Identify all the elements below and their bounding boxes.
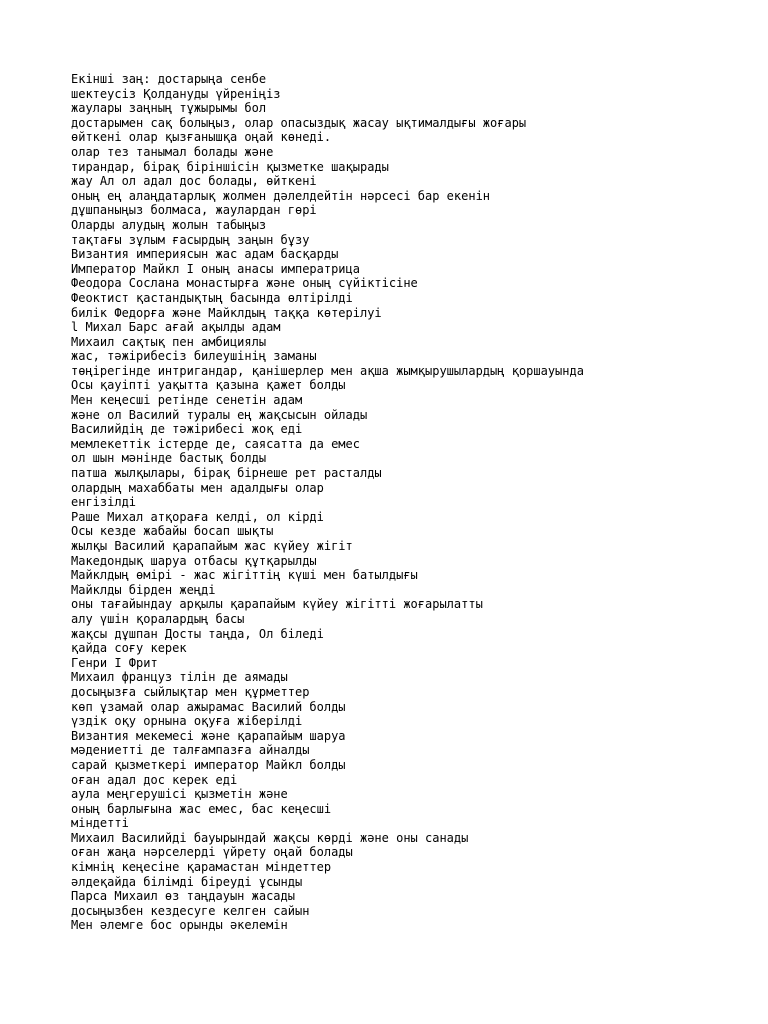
- text-line: кімнің кеңесіне қарамастан міндеттер: [71, 860, 332, 875]
- text-line: ол шын мәнінде бастық болды: [71, 451, 267, 466]
- text-line: оның барлығына жас емес, бас кеңесші: [71, 801, 332, 816]
- text-line: патша жылқылары, бірақ бірнеше рет расталды: [71, 466, 382, 481]
- text-line: жақсы дұшпан Досты таңда, Ол біледі: [71, 626, 324, 641]
- text-line: қайда соғу керек: [71, 641, 187, 656]
- text-line: Мен кеңесші ретінде сенетін адам: [71, 393, 303, 408]
- text-line: Майклды бірден жеңді: [71, 582, 216, 597]
- text-line: Мен әлемге бос орынды әкелемін: [71, 918, 288, 933]
- text-line: алу үшін қоралардың басы: [71, 611, 245, 626]
- text-line: шектеусіз Қолдануды үйреніңіз: [71, 86, 281, 101]
- text-line: Осы кезде жабайы босап шықты: [71, 524, 274, 539]
- text-line: олар тез танымал болады және: [71, 144, 274, 159]
- text-line: Оларды алудың жолын табыңыз: [71, 217, 267, 232]
- text-line: жау Ал ол адал дос болады, өйткені: [71, 174, 317, 189]
- text-line: Феодора Сослана монастырға және оның сүйіктісіне: [71, 276, 418, 291]
- text-line: мәдениетті де талғампазға айналды: [71, 743, 310, 758]
- text-line: Майклдың өмірі - жас жігіттің күші мен батылдығы: [71, 568, 418, 583]
- text-line: Феоктист қастандықтың басында өлтірілді: [71, 290, 353, 305]
- text-line: Византия мекемесі және қарапайым шаруа: [71, 728, 346, 743]
- text-line: Екінші заң: достарыңа сенбе: [71, 72, 267, 86]
- text-line: Македондық шаруа отбасы құтқарылды: [71, 553, 317, 568]
- text-line: Михаил Василийді бауырындай жақсы көрді және оны санады: [71, 830, 469, 845]
- text-line: l Михал Барс ағай ақылды адам: [71, 320, 281, 335]
- text-line: Византия империясын жас адам басқарды: [71, 247, 339, 262]
- text-line: оған адал дос керек еді: [71, 772, 238, 787]
- document-page: [71, 72, 751, 933]
- text-line: Осы қауіпті уақытта қазына қажет болды: [71, 378, 346, 393]
- text-line: Раше Михал атқораға келді, ол кірді: [71, 509, 324, 524]
- text-line: Генри I Фрит: [71, 655, 158, 670]
- text-line: жаулары заңның тұжырымы бол: [71, 101, 267, 116]
- text-line: енгізілді: [71, 495, 137, 510]
- text-line: Михаил сақтық пен амбициялы: [71, 334, 267, 349]
- text-line: Император Майкл I оның анасы императрица: [71, 261, 360, 276]
- text-line: достарымен сақ болыңыз, олар опасыздық жасау ықтималдығы жоғары: [71, 115, 527, 130]
- text-line: досыңызға сыйлықтар мен құрметтер: [71, 684, 310, 699]
- text-line: оның ең алаңдатарлық жолмен дәлелдейтін нәрсесі бар екенін: [71, 188, 491, 203]
- text-line: әлдеқайда білімді біреуді ұсынды: [71, 874, 303, 889]
- text-line: досыңызбен кездесуге келген сайын: [71, 903, 310, 918]
- text-line: үздік оқу орнына оқуға жіберілді: [71, 714, 303, 729]
- text-line: жас, тәжірибесіз билеушінің заманы: [71, 349, 317, 364]
- text-line: төңірегінде интригандар, қанішерлер мен ақша жымқырушылардың қоршауында: [71, 363, 584, 378]
- text-line: Парса Михаил өз таңдауын жасады: [71, 889, 295, 904]
- text-line: аула меңгерушісі қызметін және: [71, 787, 288, 802]
- text-line: жылқы Василий қарапайым жас күйеу жігіт: [71, 539, 353, 553]
- text-line: міндетті: [71, 816, 129, 831]
- text-line: оны тағайындау арқылы қарапайым күйеу жігітті жоғарылатты: [71, 597, 483, 612]
- text-line: тақтағы зұлым ғасырдың заңын бұзу: [71, 232, 310, 247]
- text-line: тирандар, бірақ біріншісін қызметке шақырады: [71, 159, 389, 174]
- text-line: өйткені олар қызғанышқа оңай көнеді.: [71, 130, 332, 145]
- text-line: оған жаңа нәрселерді үйрету оңай болады: [71, 845, 353, 860]
- text-line: Михаил француз тілін де аямады: [71, 670, 288, 685]
- text-line: дұшпаныңыз болмаса, жаулардан гөрі: [71, 203, 317, 218]
- text-line: сарай қызметкері император Майкл болды: [71, 757, 346, 772]
- text-line: мемлекеттік істерде де, саясатта да емес: [71, 436, 360, 451]
- text-line: және ол Василий туралы ең жақсысын ойлады: [71, 407, 368, 422]
- text-line: олардың махаббаты мен адалдығы олар: [71, 480, 324, 495]
- text-line: Василийдің де тәжірибесі жоқ еді: [71, 422, 303, 437]
- text-line: билік Федорға және Майклдың таққа көтерілуі: [71, 305, 382, 320]
- text-line: көп ұзамай олар ажырамас Василий болды: [71, 699, 346, 714]
